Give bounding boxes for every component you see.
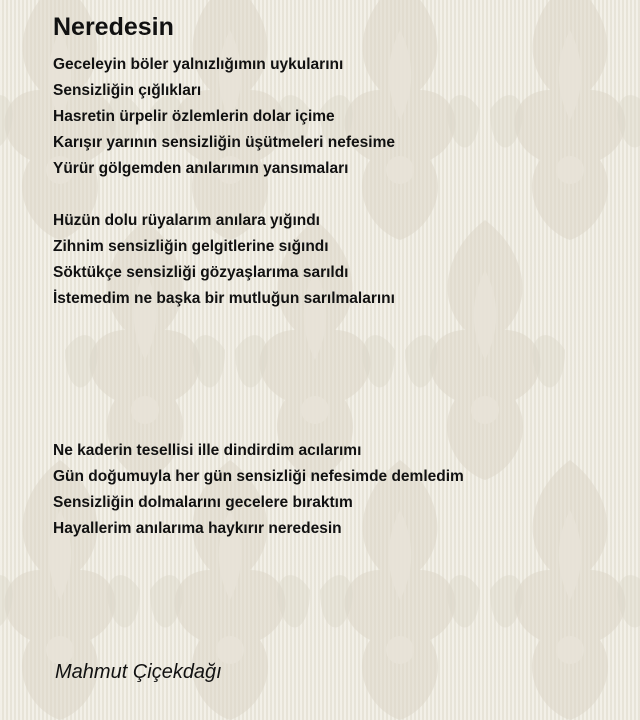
poem-line: Ne kaderin tesellisi ille dindirdim acılarımı <box>53 442 362 459</box>
poem-author: Mahmut Çiçekdağı <box>55 661 222 683</box>
poem-line: Hüzün dolu rüyalarım anılara yığındı <box>53 212 320 229</box>
poem-line: İstemedim ne başka bir mutluğun sarılmalarını <box>53 290 395 307</box>
poem-line: Hasretin ürpelir özlemlerin dolar içime <box>53 108 335 125</box>
poem-title: Neredesin <box>53 13 174 41</box>
poem-line: Yürür gölgemden anılarımın yansımaları <box>53 160 349 177</box>
poem-line: Karışır yarının sensizliğin üşütmeleri nefesime <box>53 134 395 151</box>
poem-line: Sensizliğin dolmalarını gecelere bıraktım <box>53 494 353 511</box>
poem-line: Zihnim sensizliğin gelgitlerine sığındı <box>53 238 329 255</box>
poem-line: Geceleyin böler yalnızlığımın uykularını <box>53 56 344 73</box>
poem-stanza-1 <box>53 52 395 182</box>
poem-line: Sensizliğin çığlıkları <box>53 82 202 99</box>
poem-line: Söktükçe sensizliği gözyaşlarıma sarıldı <box>53 264 349 281</box>
poem-stanza-2 <box>53 208 395 312</box>
poem-line: Gün doğumuyla her gün sensizliği nefesimde demledim <box>53 468 464 485</box>
poem-stanza-3 <box>53 438 464 542</box>
poem-line: Hayallerim anılarıma haykırır neredesin <box>53 520 342 537</box>
